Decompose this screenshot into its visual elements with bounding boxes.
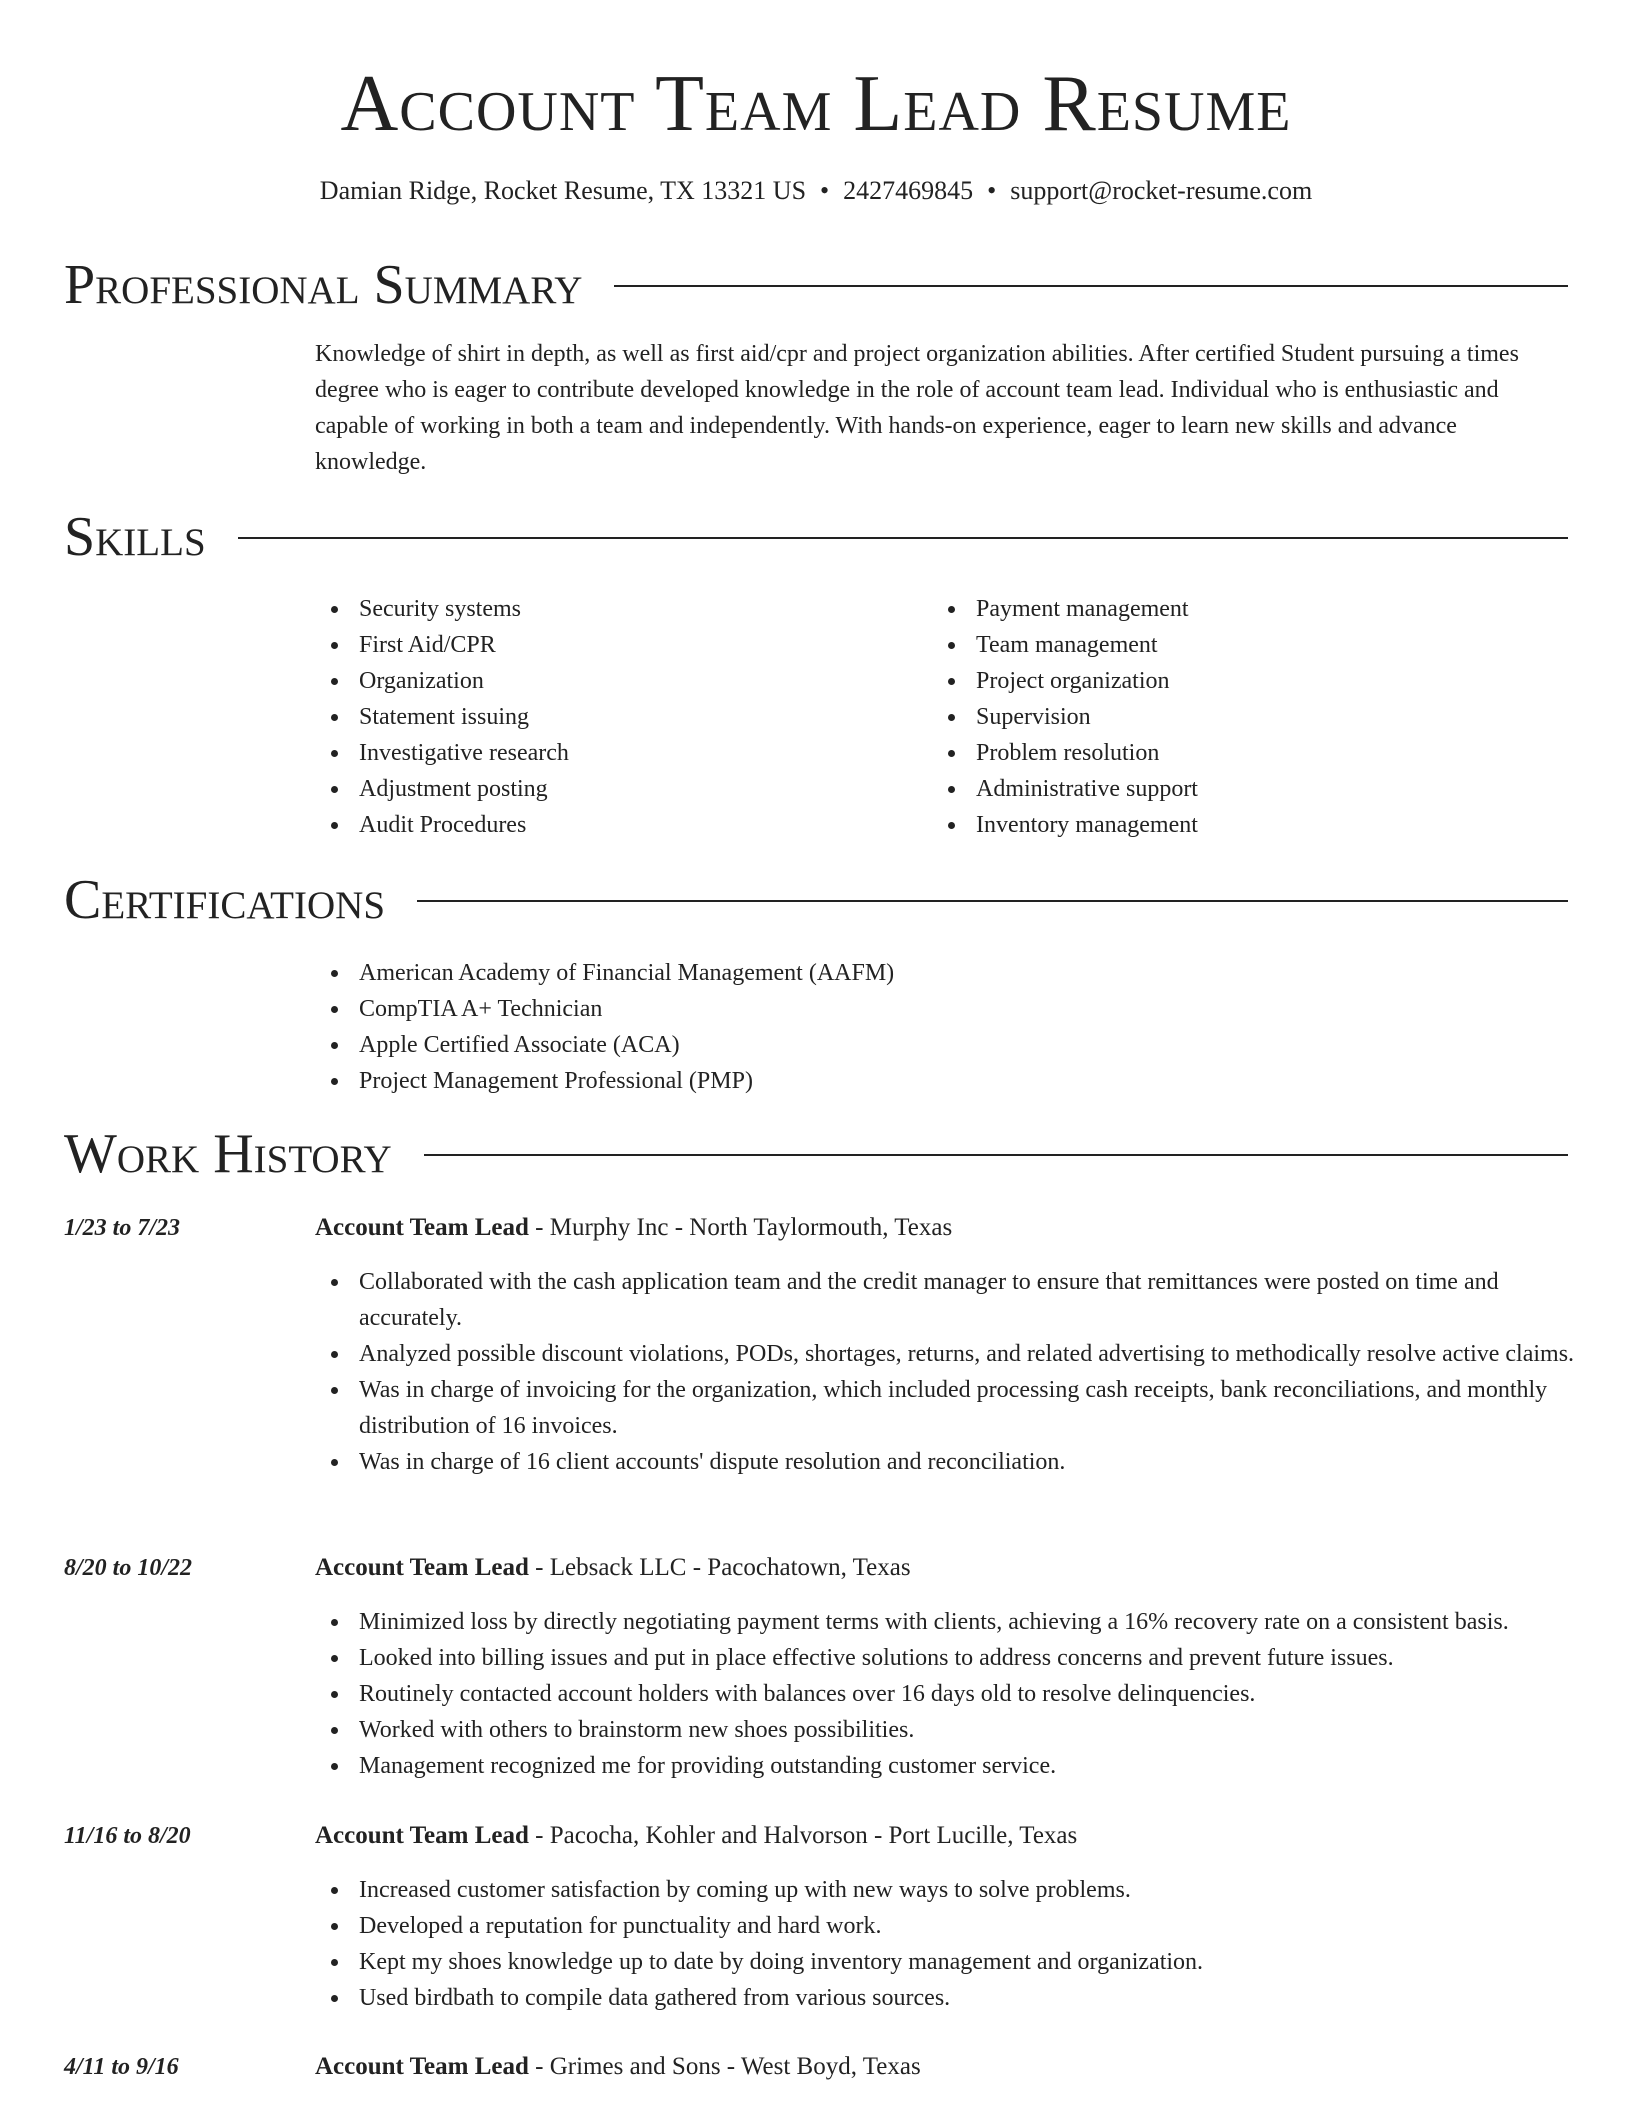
skill-item: Audit Procedures bbox=[315, 807, 915, 843]
skill-item: Team management bbox=[932, 627, 1552, 663]
job-bullets bbox=[315, 1604, 1592, 1784]
job-details: - Lebsack LLC - Pacochatown, Texas bbox=[528, 1554, 911, 1581]
skill-item: Investigative research bbox=[315, 735, 915, 771]
job-dates: 8/20 to 10/22 bbox=[64, 1555, 193, 1581]
certification-item: American Academy of Financial Management (AAFM) bbox=[315, 955, 1515, 991]
contact-email: support@rocket-resume.com bbox=[1010, 176, 1313, 205]
section-header-work-history bbox=[64, 1122, 1568, 1186]
job-bullet: Minimized loss by directly negotiating payment terms with clients, achieving a 16% recovery rate on a consistent basis. bbox=[315, 1604, 1592, 1640]
section-header-certifications bbox=[64, 868, 1568, 932]
section-heading: Certifications bbox=[64, 869, 386, 931]
job-bullet: Increased customer satisfaction by coming up with new ways to solve problems. bbox=[315, 1872, 1592, 1908]
job-dates: 11/16 to 8/20 bbox=[64, 1823, 191, 1849]
certifications-list bbox=[315, 955, 1515, 1099]
skills-list-right bbox=[932, 591, 1552, 843]
job-role: Account Team Lead bbox=[315, 1554, 529, 1581]
contact-address: Damian Ridge, Rocket Resume, TX 13321 US bbox=[319, 176, 807, 205]
job-bullet: Collaborated with the cash application team and the credit manager to ensure that remittances were posted on time and accurately. bbox=[315, 1264, 1592, 1336]
skill-item: Adjustment posting bbox=[315, 771, 915, 807]
skill-item: Inventory management bbox=[932, 807, 1552, 843]
job-bullet: Used birdbath to compile data gathered from various sources. bbox=[315, 1980, 1592, 2016]
summary-text: Knowledge of shirt in depth, as well as first aid/cpr and project organization abilities. After certified Student pursuing a times degree who is eager to contribute developed knowledge in the role of account team lead. Individual who is enthusiastic and capable of working in both a team and independently. With hands-on experience, eager to learn new skills and advance knowledge. bbox=[315, 341, 1519, 475]
contact-separator: • bbox=[987, 176, 997, 205]
section-divider bbox=[238, 537, 1568, 539]
job-role: Account Team Lead bbox=[315, 1214, 529, 1241]
section-divider bbox=[424, 1154, 1568, 1156]
job-dates: 4/11 to 9/16 bbox=[64, 2054, 179, 2080]
job-details: - Pacocha, Kohler and Halvorson - Port Lucille, Texas bbox=[528, 1822, 1078, 1849]
job-details: - Murphy Inc - North Taylormouth, Texas bbox=[528, 1214, 953, 1241]
certification-item: Project Management Professional (PMP) bbox=[315, 1063, 1515, 1099]
skill-item: Security systems bbox=[315, 591, 915, 627]
section-header-skills bbox=[64, 505, 1568, 569]
job-dates: 1/23 to 7/23 bbox=[64, 1215, 181, 1241]
job-bullet: Worked with others to brainstorm new shoes possibilities. bbox=[315, 1712, 1592, 1748]
skill-item: First Aid/CPR bbox=[315, 627, 915, 663]
section-heading: Work History bbox=[64, 1123, 392, 1185]
skill-item: Statement issuing bbox=[315, 699, 915, 735]
skill-item: Supervision bbox=[932, 699, 1552, 735]
section-divider bbox=[614, 285, 1568, 287]
page-title: Account Team Lead Resume bbox=[340, 60, 1292, 148]
skill-item: Organization bbox=[315, 663, 915, 699]
job-role: Account Team Lead bbox=[315, 1822, 529, 1849]
job-bullet: Developed a reputation for punctuality and hard work. bbox=[315, 1908, 1592, 1944]
job-bullet: Was in charge of invoicing for the organization, which included processing cash receipts, bank reconciliations, and monthly distribution of 16 invoices. bbox=[315, 1372, 1592, 1444]
section-header-summary bbox=[64, 253, 1568, 317]
skill-item: Administrative support bbox=[932, 771, 1552, 807]
job-bullet: Kept my shoes knowledge up to date by doing inventory management and organization. bbox=[315, 1944, 1592, 1980]
job-heading bbox=[315, 1818, 1568, 1854]
section-divider bbox=[417, 900, 1568, 902]
contact-line bbox=[0, 174, 1632, 208]
job-heading bbox=[315, 2049, 1568, 2085]
section-heading: Professional Summary bbox=[64, 254, 583, 316]
skills-list-left bbox=[315, 591, 915, 843]
job-bullet: Looked into billing issues and put in place effective solutions to address concerns and prevent future issues. bbox=[315, 1640, 1592, 1676]
contact-separator: • bbox=[820, 176, 830, 205]
job-bullets bbox=[315, 1872, 1592, 2016]
section-heading: Skills bbox=[64, 506, 206, 568]
job-bullet: Management recognized me for providing outstanding customer service. bbox=[315, 1748, 1592, 1784]
job-details: - Grimes and Sons - West Boyd, Texas bbox=[528, 2053, 921, 2080]
job-bullet: Routinely contacted account holders with balances over 16 days old to resolve delinquencies. bbox=[315, 1676, 1592, 1712]
job-heading bbox=[315, 1550, 1568, 1586]
job-role: Account Team Lead bbox=[315, 2053, 529, 2080]
certification-item: Apple Certified Associate (ACA) bbox=[315, 1027, 1515, 1063]
skill-item: Project organization bbox=[932, 663, 1552, 699]
job-bullets bbox=[315, 1264, 1592, 1480]
skill-item: Problem resolution bbox=[932, 735, 1552, 771]
skill-item: Payment management bbox=[932, 591, 1552, 627]
contact-phone: 2427469845 bbox=[843, 176, 974, 205]
certification-item: CompTIA A+ Technician bbox=[315, 991, 1515, 1027]
job-bullet: Was in charge of 16 client accounts' dispute resolution and reconciliation. bbox=[315, 1444, 1592, 1480]
job-heading bbox=[315, 1210, 1568, 1246]
job-bullet: Analyzed possible discount violations, PODs, shortages, returns, and related advertising to methodically resolve active claims. bbox=[315, 1336, 1592, 1372]
